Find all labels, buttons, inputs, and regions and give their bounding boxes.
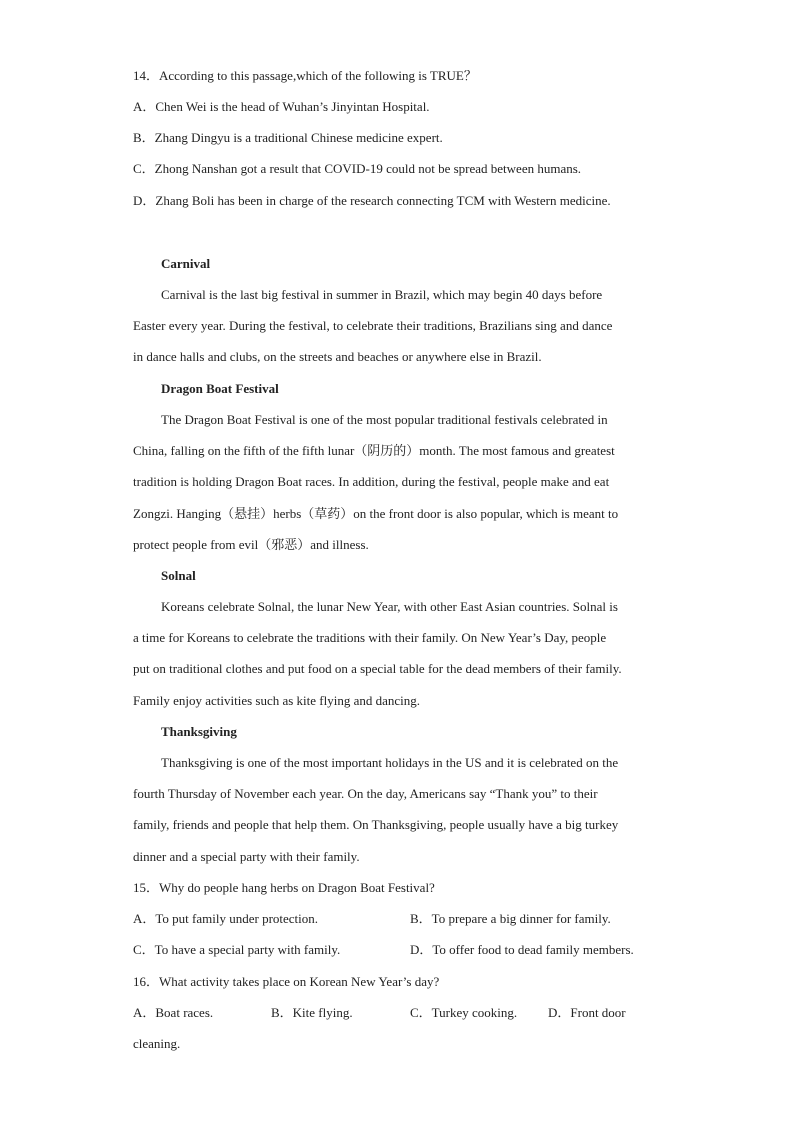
q16-option-a: A．Boat races. (133, 1005, 214, 1020)
section-title-dragon-boat: Dragon Boat Festival (161, 381, 279, 396)
q15-option-b: B．To prepare a big dinner for family. (410, 911, 611, 926)
q15-option-d: D．To offer food to dead family members. (410, 942, 634, 957)
passage-line: put on traditional clothes and put food on a special table for the dead members of their family. (133, 661, 622, 676)
q14-question: 14．According to this passage,which of the following is TRUE？ (133, 68, 477, 83)
passage-line: Easter every year. During the festival, to celebrate their traditions, Brazilians sing and dance (133, 318, 613, 333)
passage-line: a time for Koreans to celebrate the traditions with their family. On New Year’s Day, people (133, 630, 607, 645)
passage-line: fourth Thursday of November each year. On the day, Americans say “Thank you” to their (133, 786, 598, 801)
passage-line: in dance halls and clubs, on the streets and beaches or anywhere else in Brazil. (133, 349, 542, 364)
q15-option-c: C．To have a special party with family. (133, 942, 341, 957)
q15-option-a: A．To put family under protection. (133, 911, 319, 926)
section-title-solnal: Solnal (161, 568, 196, 583)
passage-line: Carnival is the last big festival in summer in Brazil, which may begin 40 days before (161, 287, 603, 302)
section-title-carnival: Carnival (161, 256, 211, 271)
q16-option-c: C．Turkey cooking. (410, 1005, 518, 1020)
q14-option-d: D．Zhang Boli has been in charge of the research connecting TCM with Western medicine. (133, 193, 611, 208)
passage-line: family, friends and people that help them. On Thanksgiving, people usually have a big turkey (133, 817, 619, 832)
passage-line: China, falling on the fifth of the fifth lunar（阴历的）month. The most famous and greatest (133, 443, 615, 458)
passage-line: Zongzi. Hanging（悬挂）herbs（草药）on the front door is also popular, which is meant to (133, 506, 619, 521)
passage-line: Thanksgiving is one of the most important holidays in the US and it is celebrated on the (161, 755, 619, 770)
passage-line: protect people from evil（邪恶）and illness. (133, 537, 369, 552)
passage-line: Family enjoy activities such as kite flying and dancing. (133, 693, 421, 708)
q14-option-c: C．Zhong Nanshan got a result that COVID-19 could not be spread between humans. (133, 161, 582, 176)
q16-option-b: B．Kite flying. (271, 1005, 353, 1020)
passage-line: The Dragon Boat Festival is one of the most popular traditional festivals celebrated in (161, 412, 608, 427)
passage-line: Koreans celebrate Solnal, the lunar New Year, with other East Asian countries. Solnal is (161, 599, 618, 614)
section-title-thanksgiving: Thanksgiving (161, 724, 237, 739)
q14-option-b: B．Zhang Dingyu is a traditional Chinese medicine expert. (133, 130, 443, 145)
q14-option-a: A．Chen Wei is the head of Wuhan’s Jinyintan Hospital. (133, 99, 430, 114)
q15-question: 15．Why do people hang herbs on Dragon Boat Festival? (133, 880, 435, 895)
q16-option-d-continued: cleaning. (133, 1036, 181, 1051)
q16-option-d: D．Front door (548, 1005, 626, 1020)
passage-line: dinner and a special party with their family. (133, 849, 360, 864)
passage-line: tradition is holding Dragon Boat races. In addition, during the festival, people make and eat (133, 474, 610, 489)
q16-question: 16．What activity takes place on Korean New Year’s day? (133, 974, 440, 989)
